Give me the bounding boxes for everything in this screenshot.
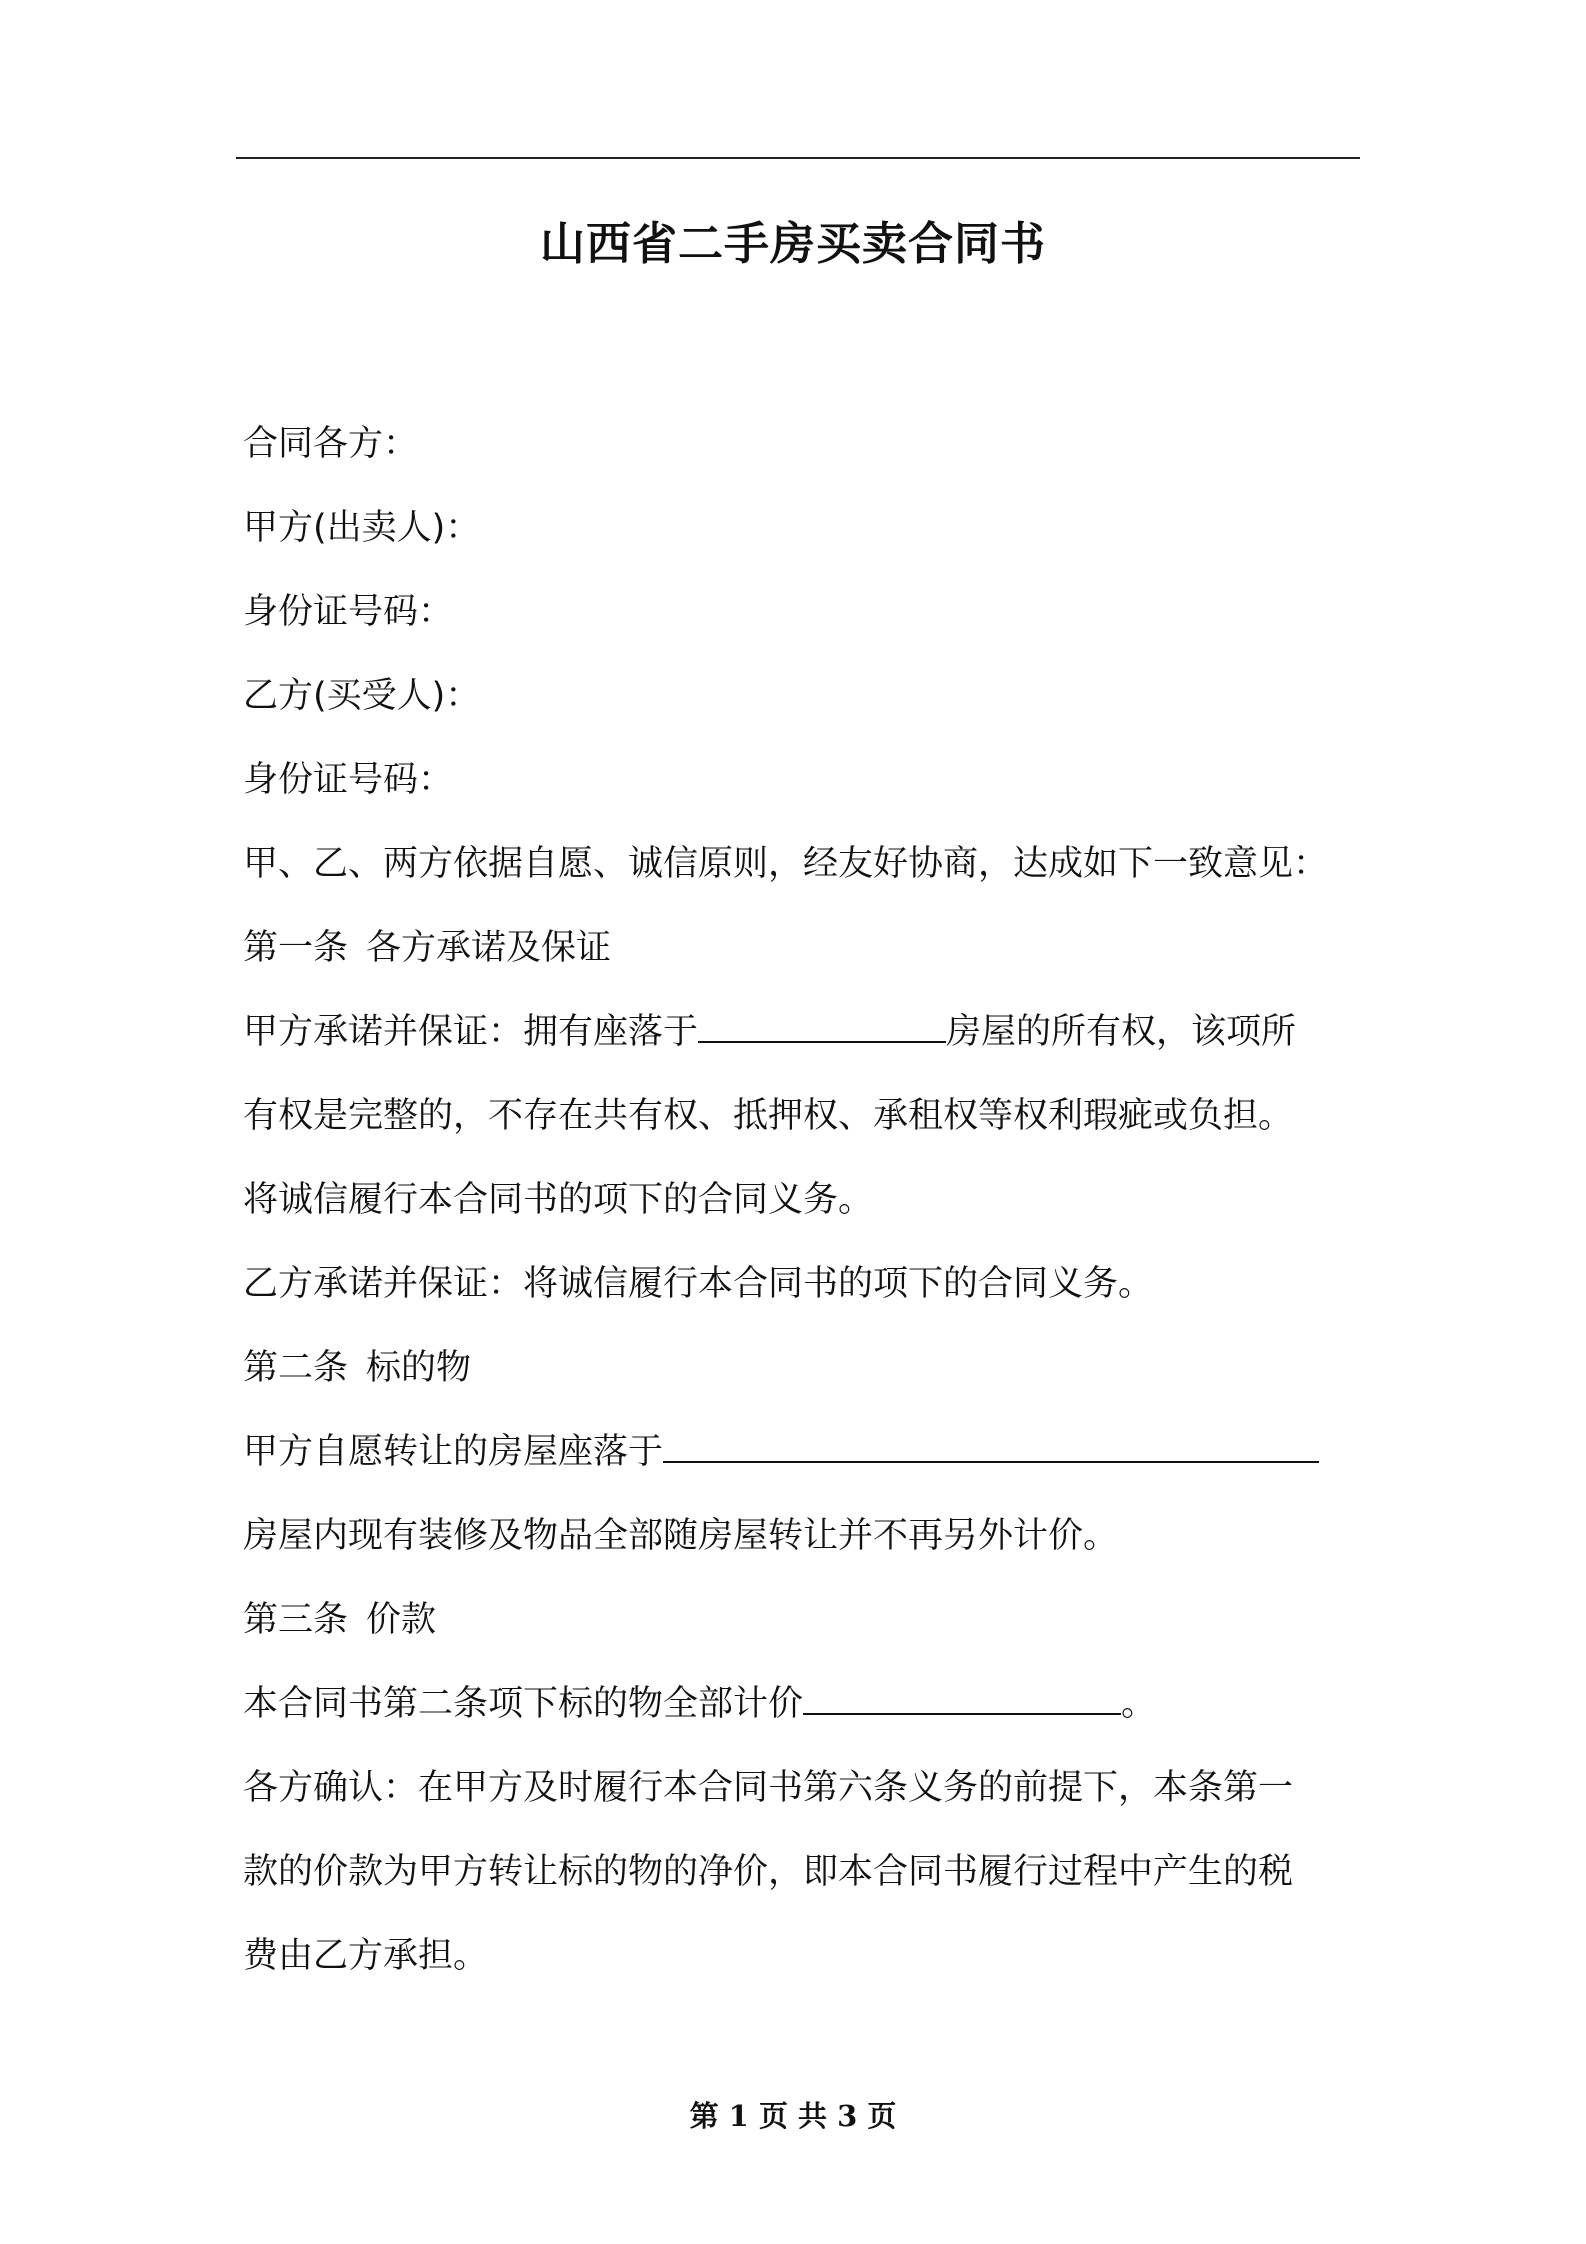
preamble-line: 甲、乙、两方依据自愿、诚信原则，经友好协商，达成如下一致意见： [243, 844, 1329, 884]
article-1-title: 各方承诺及保证 [366, 928, 612, 968]
article-3-title: 价款 [366, 1600, 437, 1640]
contract-body [243, 402, 1360, 1998]
article-2-heading [243, 1326, 1360, 1410]
article-3-para-2-continued: 款的价款为甲方转让标的物的净价，即本合同书履行过程中产生的税 [243, 1852, 1294, 1892]
article-2-title: 标的物 [366, 1348, 472, 1388]
article-1-heading [243, 906, 1360, 990]
party-b-id-line: 身份证号码： [243, 760, 454, 800]
article-1-para-1-continued: 有权是完整的，不存在共有权、抵押权、承租权等权利瑕疵或负担。 [243, 1096, 1294, 1136]
article-2-para-2: 房屋内现有装修及物品全部随房屋转让并不再另外计价。 [243, 1516, 1119, 1556]
article-3-para-2: 各方确认：在甲方及时履行本合同书第六条义务的前提下，本条第一 [243, 1768, 1294, 1808]
article-1-para-1 [243, 990, 1360, 1074]
parties-heading: 合同各方： [243, 424, 419, 464]
property-location-blank [663, 1431, 1319, 1463]
article-1-number: 第一条 [243, 928, 349, 968]
article-1-para-1-pre: 甲方承诺并保证：拥有座落于 [243, 1012, 699, 1052]
location-blank [698, 1011, 946, 1043]
article-3-para-1-post: 。 [1121, 1684, 1157, 1724]
price-blank [803, 1683, 1121, 1715]
article-3-heading [243, 1578, 1360, 1662]
article-3-para-1 [243, 1662, 1360, 1746]
article-3-number: 第三条 [243, 1600, 349, 1640]
article-2-para-1-pre: 甲方自愿转让的房屋座落于 [243, 1432, 664, 1472]
article-1-para-3: 乙方承诺并保证：将诚信履行本合同书的项下的合同义务。 [243, 1264, 1154, 1304]
party-a-line: 甲方(出卖人)： [243, 508, 481, 548]
article-3-para-2-end: 费由乙方承担。 [243, 1936, 489, 1976]
article-1-para-2: 将诚信履行本合同书的项下的合同义务。 [243, 1180, 874, 1220]
article-2-para-1 [243, 1410, 1360, 1494]
article-1-para-1-post: 房屋的所有权，该项所 [946, 1012, 1297, 1052]
party-a-id-line: 身份证号码： [243, 592, 454, 632]
article-2-number: 第二条 [243, 1348, 349, 1388]
document-title: 山西省二手房买卖合同书 [539, 217, 1046, 270]
header-rule [236, 157, 1360, 159]
article-3-para-1-pre: 本合同书第二条项下标的物全部计价 [243, 1684, 804, 1724]
party-b-line: 乙方(买受人)： [243, 676, 481, 716]
page-number-footer: 第 1 页 共 3 页 [689, 2099, 897, 2133]
